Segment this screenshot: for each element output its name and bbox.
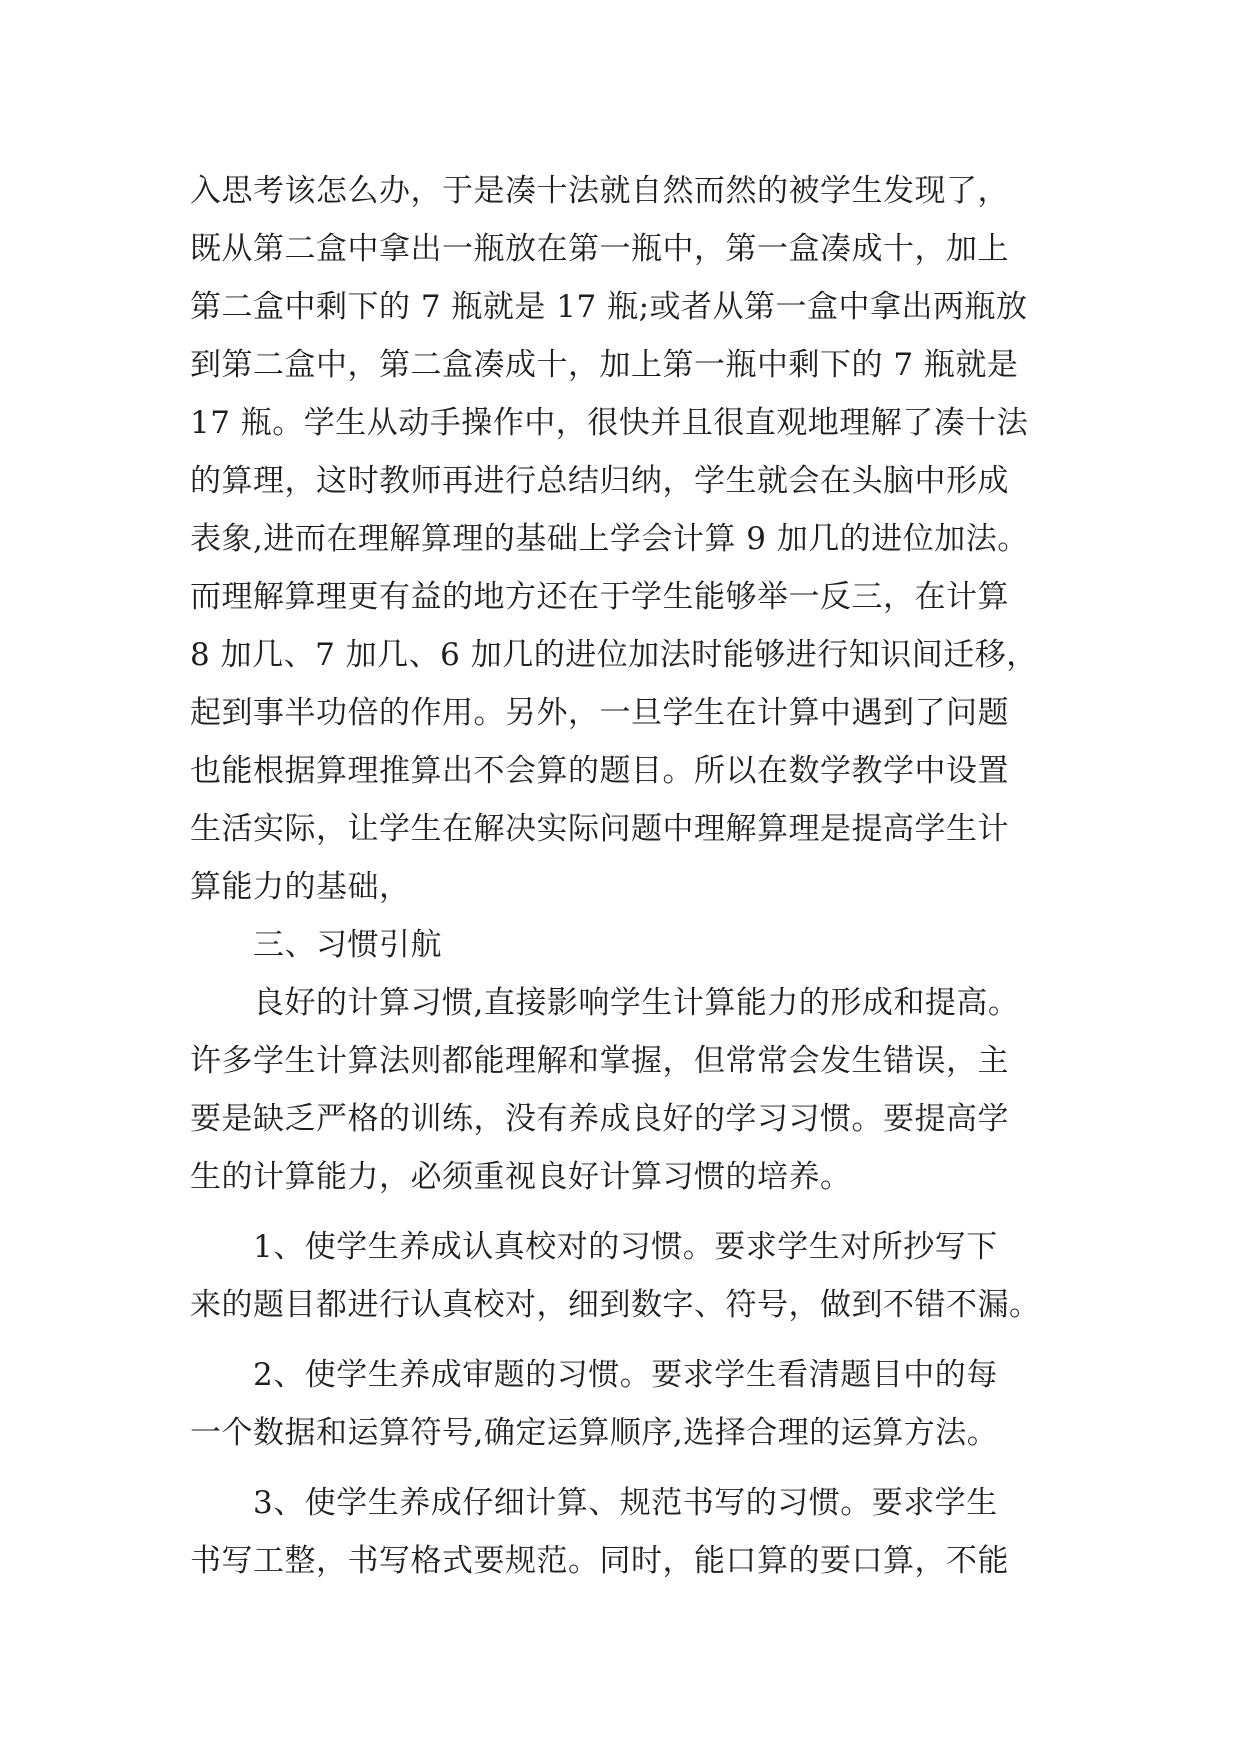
text-line: 要是缺乏严格的训练，没有养成良好的学习习惯。要提高学 <box>190 1101 1009 1137</box>
text-line: 生活实际，让学生在解决实际问题中理解算理是提高学生计 <box>190 811 1009 847</box>
text-line: 也能根据算理推算出不会算的题目。所以在数学教学中设置 <box>190 753 1009 789</box>
list-item-1: 1、使学生养成认真校对的习惯。要求学生对所抄写下 <box>190 1229 998 1265</box>
text-line: 17 瓶。学生从动手操作中，很快并且很直观地理解了凑十法 <box>190 405 1029 441</box>
text-line: 表象,进而在理解算理的基础上学会计算 9 加几的进位加法。 <box>190 521 1029 557</box>
text-line: 一个数据和运算符号,确定运算顺序,选择合理的运算方法。 <box>190 1415 999 1451</box>
text-line: 入思考该怎么办，于是凑十法就自然而然的被学生发现了， <box>190 173 1009 209</box>
paragraph-gap <box>190 1206 1060 1218</box>
text-line: 8 加几、7 加几、6 加几的进位加法时能够进行知识间迁移， <box>190 637 1038 673</box>
paragraph-start: 良好的计算习惯,直接影响学生计算能力的形成和提高。 <box>190 985 1020 1021</box>
text-line: 许多学生计算法则都能理解和掌握，但常常会发生错误，主 <box>190 1043 1009 1079</box>
text-line: 生的计算能力，必须重视良好计算习惯的培养。 <box>190 1159 852 1195</box>
section-heading: 三、习惯引航 <box>190 927 442 963</box>
text-line: 既从第二盒中拿出一瓶放在第一瓶中，第一盒凑成十，加上 <box>190 231 1009 267</box>
list-item-2: 2、使学生养成审题的习惯。要求学生看清题目中的每 <box>190 1357 998 1393</box>
text-line: 起到事半功倍的作用。另外，一旦学生在计算中遇到了问题 <box>190 695 1009 731</box>
paragraph-gap <box>190 1334 1060 1346</box>
list-item-3: 3、使学生养成仔细计算、规范书写的习惯。要求学生 <box>190 1485 998 1521</box>
text-line: 的算理，这时教师再进行总结归纳，学生就会在头脑中形成 <box>190 463 1009 499</box>
text-line: 算能力的基础， <box>190 869 411 905</box>
text-line: 来的题目都进行认真校对，细到数字、符号，做到不错不漏。 <box>190 1287 1041 1323</box>
text-line: 到第二盒中，第二盒凑成十，加上第一瓶中剩下的 7 瓶就是 <box>190 347 1019 383</box>
text-line: 而理解算理更有益的地方还在于学生能够举一反三，在计算 <box>190 579 1009 615</box>
text-line: 书写工整，书写格式要规范。同时，能口算的要口算，不能 <box>190 1543 1009 1579</box>
body-text <box>190 162 1060 1590</box>
text-line: 第二盒中剩下的 7 瓶就是 17 瓶;或者从第一盒中拿出两瓶放 <box>190 289 1028 325</box>
paragraph-gap <box>190 1462 1060 1474</box>
